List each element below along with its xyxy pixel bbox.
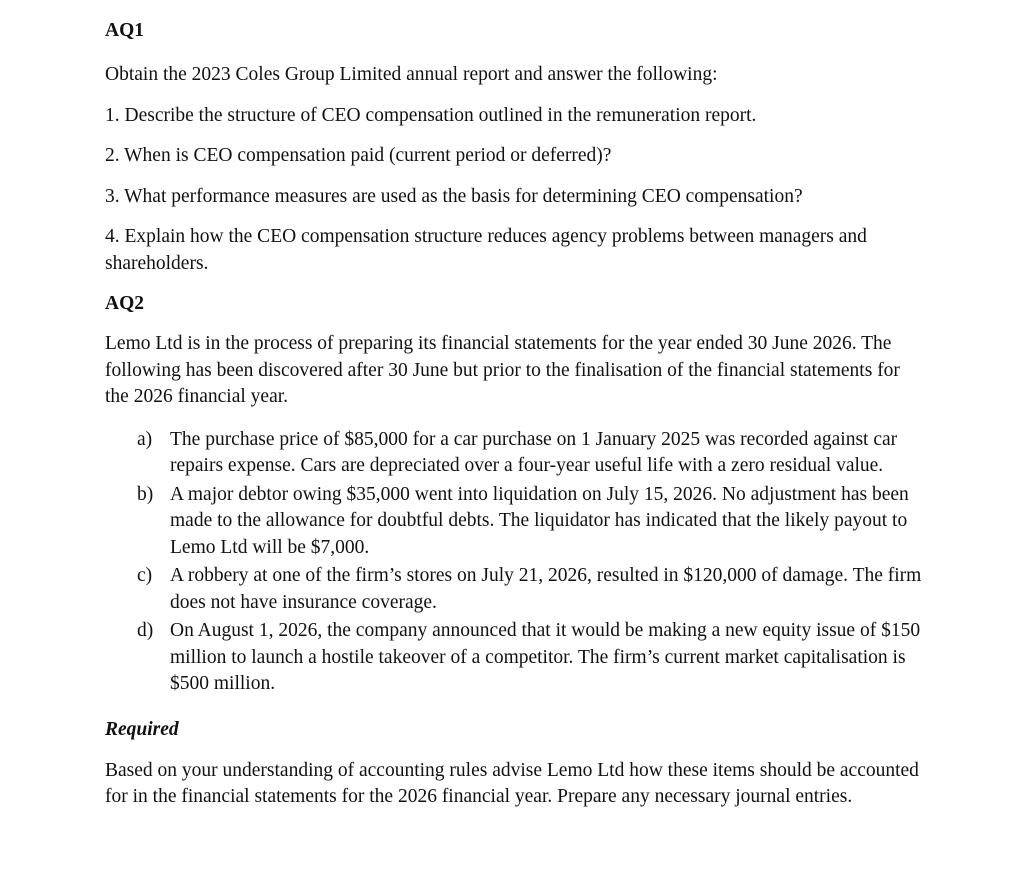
aq1-question-list	[105, 103, 926, 278]
aq1-intro: Obtain the 2023 Coles Group Limited annual report and answer the following:	[105, 64, 718, 85]
aq1-question-1: 1. Describe the structure of CEO compensation outlined in the remuneration report.	[105, 104, 757, 126]
aq2-item-c	[137, 563, 926, 616]
required-heading: Required	[105, 719, 179, 740]
aq2-intro: Lemo Ltd is in the process of preparing its financial statements for the year ended 30 June 2026. The following has been discovered after 30 June but prior to the finalisation of the financial statements for the 2026 financial year.	[105, 333, 900, 407]
aq2-item-list	[137, 427, 926, 698]
aq2-item-d	[137, 618, 926, 698]
aq2-heading: AQ2	[105, 293, 144, 314]
required-text: Based on your understanding of accounting rules advise Lemo Ltd how these items should be accounted for in the financial statements for the 2026 financial year. Prepare any necessary journal entries.	[105, 759, 919, 807]
item-marker: b)	[137, 483, 154, 505]
aq1-question-2: 2. When is CEO compensation paid (current period or deferred)?	[105, 145, 612, 166]
item-text: The purchase price of $85,000 for a car purchase on 1 January 2025 was recorded against car repairs expense. Cars are depreciated over a four-year useful life with a zero residual value.	[170, 428, 898, 476]
item-marker: a)	[137, 428, 153, 450]
item-marker: d)	[137, 620, 154, 641]
aq1-heading: AQ1	[105, 20, 144, 41]
item-marker: c)	[137, 565, 153, 586]
aq2-item-a	[137, 427, 926, 480]
item-text: A major debtor owing $35,000 went into liquidation on July 15, 2026. No adjustment has been made to the allowance for doubtful debts. The liquidator has indicated that the likely payout to Lemo Ltd will be $7,000.	[170, 483, 909, 558]
aq2-item-b	[137, 482, 926, 562]
aq1-question-4: 4. Explain how the CEO compensation structure reduces agency problems between managers and shareholders.	[105, 226, 867, 274]
item-text: A robbery at one of the firm’s stores on July 21, 2026, resulted in $120,000 of damage. The firm does not have insurance coverage.	[170, 565, 922, 613]
aq1-question-3: 3. What performance measures are used as the basis for determining CEO compensation?	[105, 185, 803, 207]
item-text: On August 1, 2026, the company announced that it would be making a new equity issue of $150 million to launch a hostile takeover of a competitor. The firm’s current market capitalisation is $500 million.	[170, 620, 921, 694]
